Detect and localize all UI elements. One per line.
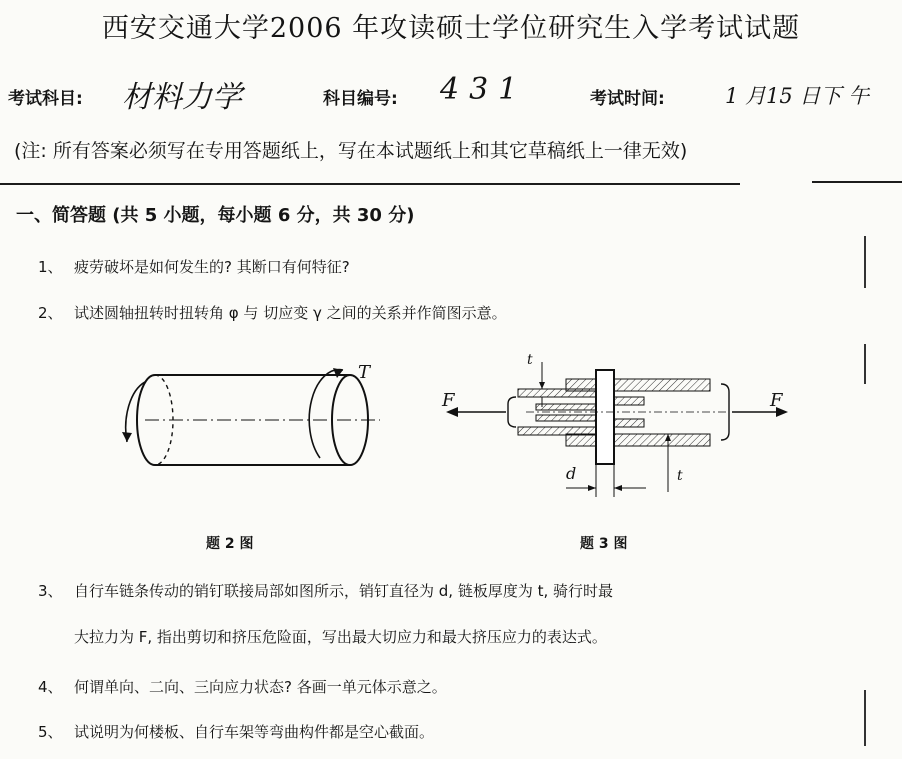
exam-title: 西安交通大学2006 年攻读硕士学位研究生入学考试试题 <box>101 13 801 44</box>
figure-2-torque-label: T <box>358 362 371 383</box>
figure-2-caption: 题 2 图 <box>206 536 254 552</box>
time-value: 1 月15 日下 午 <box>725 84 870 108</box>
exam-note: (注: 所有答案必须写在专用答题纸上，写在本试题纸上和其它草稿纸上一律无效) <box>14 140 688 162</box>
subject-value: 材料力学 <box>122 80 242 115</box>
figure-3-t-bottom-label: t <box>677 468 683 484</box>
scan-mark <box>864 344 866 384</box>
subject-label: 考试科目: <box>8 89 83 109</box>
figure-3-force-left-label: F <box>442 390 455 411</box>
figure-3-pin-joint <box>436 352 796 502</box>
question-4-text: 何谓单向、二向、三向应力状态? 各画一单元体示意之。 <box>74 678 447 696</box>
figure-2-shaft <box>105 360 390 480</box>
question-2-number: 2、 <box>38 304 63 322</box>
scan-mark <box>864 690 866 746</box>
header-divider-right <box>812 181 902 183</box>
figure-3-force-right-label: F <box>770 390 783 411</box>
section-heading: 一、简答题 (共 5 小题，每小题 6 分，共 30 分) <box>16 205 415 226</box>
figure-3-t-top-label: t <box>527 352 533 368</box>
question-5-number: 5、 <box>38 723 63 741</box>
question-2-text: 试述圆轴扭转时扭转角 φ 与 切应变 γ 之间的关系并作简图示意。 <box>74 304 507 322</box>
question-3-number: 3、 <box>38 582 63 600</box>
code-label: 科目编号: <box>323 89 398 109</box>
question-1-text: 疲劳破坏是如何发生的? 其断口有何特征? <box>74 258 350 276</box>
question-1-number: 1、 <box>38 258 63 276</box>
question-3-text: 自行车链条传动的销钉联接局部如图所示，销钉直径为 d, 链板厚度为 t, 骑行时最 <box>74 582 614 600</box>
question-5-text: 试说明为何楼板、自行车架等弯曲构件都是空心截面。 <box>74 723 435 741</box>
question-3-text-continued: 大拉力为 F, 指出剪切和挤压危险面，写出最大切应力和最大挤压应力的表达式。 <box>74 628 607 646</box>
figure-3-d-label: d <box>566 464 577 483</box>
header-divider <box>0 183 740 185</box>
question-4-number: 4、 <box>38 678 63 696</box>
scan-mark <box>864 236 866 288</box>
time-label: 考试时间: <box>590 89 665 109</box>
figure-3-caption: 题 3 图 <box>580 536 628 552</box>
code-value: 431 <box>440 72 528 107</box>
